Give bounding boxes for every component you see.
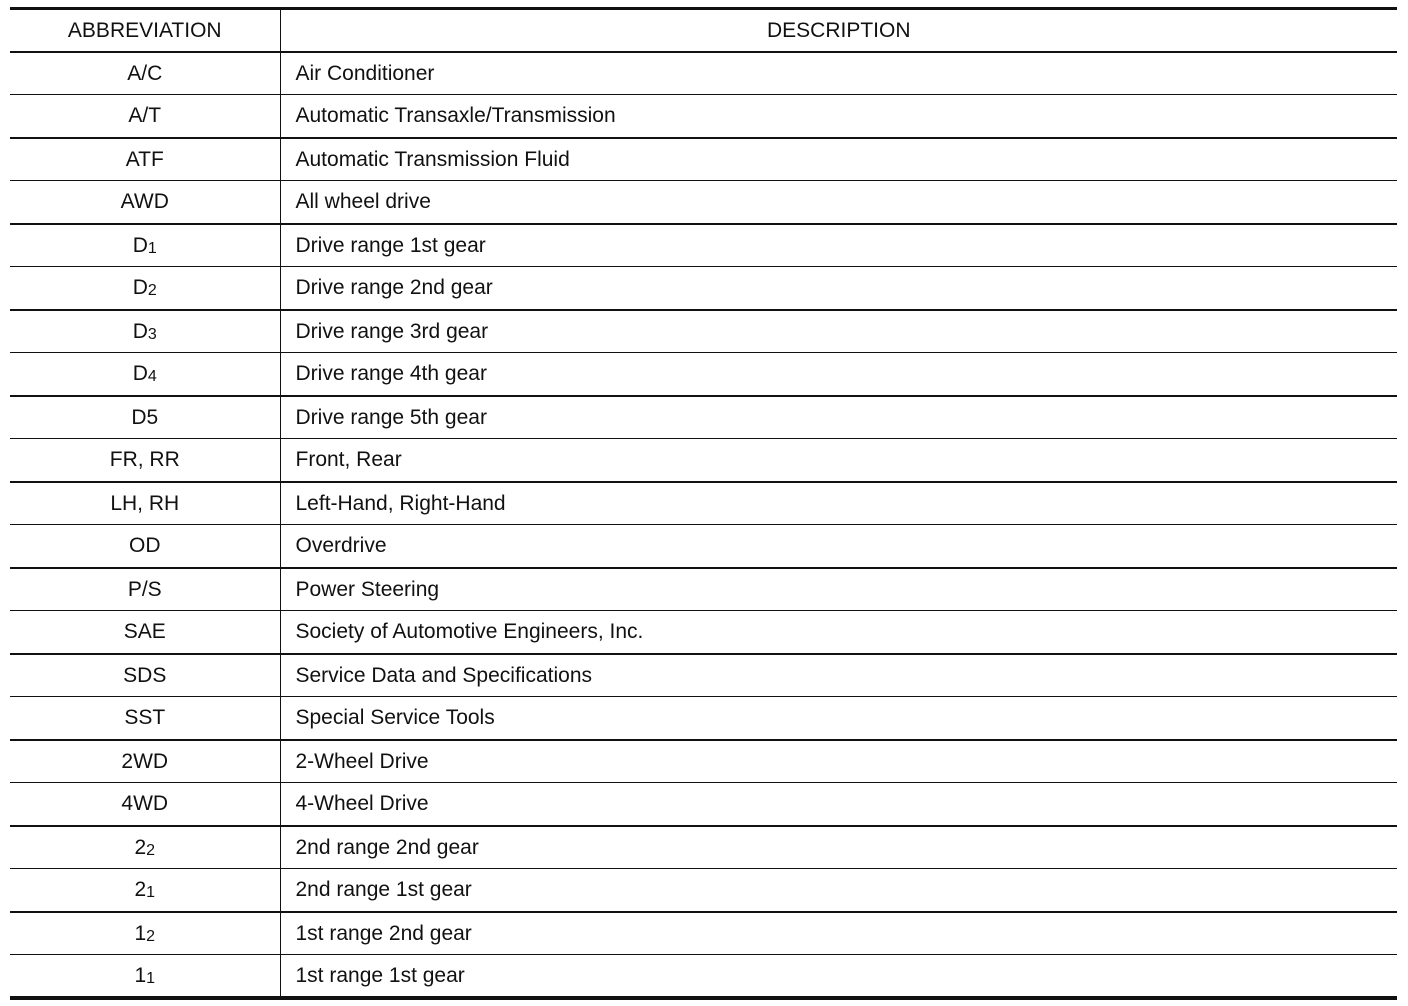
description-cell	[280, 439, 1397, 482]
abbreviation-cell	[10, 310, 280, 353]
abbreviation-cell	[10, 955, 280, 998]
abbreviation-text: 1	[134, 921, 147, 945]
table-row	[10, 740, 1397, 783]
table-row	[10, 52, 1397, 95]
abbreviation-cell	[10, 783, 280, 826]
abbreviation-text: 2	[134, 878, 147, 902]
abbreviation-subscript: 2	[146, 841, 156, 859]
description-text: Drive range 2nd gear	[295, 276, 493, 300]
description-text: Drive range 5th gear	[295, 405, 487, 429]
description-text: 2-Wheel Drive	[295, 749, 429, 773]
description-cell	[280, 310, 1397, 353]
table-row	[10, 568, 1397, 611]
abbreviation-subscript: 4	[147, 368, 157, 386]
description-text: Air Conditioner	[295, 61, 435, 85]
abbreviation-text: D	[132, 233, 148, 257]
description-cell	[280, 267, 1397, 310]
abbreviation-cell	[10, 267, 280, 310]
abbreviation-subscript: 2	[147, 282, 157, 300]
description-text: Power Steering	[295, 577, 440, 601]
abbreviation-table	[10, 7, 1397, 1000]
abbreviation-text: AWD	[120, 190, 169, 214]
description-cell	[280, 697, 1397, 740]
description-cell	[280, 95, 1397, 138]
abbreviation-cell	[10, 525, 280, 568]
abbreviation-cell	[10, 138, 280, 181]
header-abbreviation: ABBREVIATION	[10, 9, 280, 52]
table-row	[10, 912, 1397, 955]
abbreviation-subscript: 1	[147, 239, 157, 257]
table-row	[10, 439, 1397, 482]
description-cell	[280, 783, 1397, 826]
abbreviation-text: A/T	[128, 104, 162, 128]
description-cell	[280, 955, 1397, 998]
abbreviation-text: 4WD	[121, 792, 169, 816]
abbreviation-text: D5	[131, 405, 159, 429]
description-cell	[280, 181, 1397, 224]
header-row	[10, 9, 1397, 52]
abbreviation-text: D	[132, 319, 148, 343]
abbreviation-cell	[10, 353, 280, 396]
abbreviation-cell	[10, 52, 280, 95]
description-text: Automatic Transaxle/Transmission	[295, 104, 616, 128]
description-text: 1st range 1st gear	[295, 963, 465, 987]
abbreviation-cell	[10, 869, 280, 912]
abbreviation-cell	[10, 439, 280, 482]
description-text: Front, Rear	[295, 448, 402, 472]
abbreviation-cell	[10, 181, 280, 224]
abbreviation-text: OD	[129, 534, 161, 558]
table-row	[10, 181, 1397, 224]
abbreviation-subscript: 1	[146, 969, 156, 987]
description-cell	[280, 740, 1397, 783]
table-row	[10, 826, 1397, 869]
description-cell	[280, 396, 1397, 439]
abbreviation-cell	[10, 697, 280, 740]
table-row	[10, 654, 1397, 697]
table-row	[10, 396, 1397, 439]
abbreviation-cell	[10, 396, 280, 439]
abbreviation-text: P/S	[127, 577, 162, 601]
table-row	[10, 482, 1397, 525]
abbreviation-cell	[10, 740, 280, 783]
abbreviation-subscript: 2	[146, 927, 156, 945]
table-row	[10, 95, 1397, 138]
description-text: Drive range 1st gear	[295, 233, 486, 257]
table-row	[10, 697, 1397, 740]
table-header	[10, 9, 1397, 52]
abbreviation-text: D	[132, 276, 148, 300]
description-cell	[280, 826, 1397, 869]
abbreviation-subscript: 3	[147, 325, 157, 343]
table-row	[10, 353, 1397, 396]
abbreviation-text: A/C	[127, 61, 163, 85]
abbreviation-text: ATF	[125, 147, 164, 171]
abbreviation-text: D	[132, 362, 148, 386]
abbreviation-text: 2WD	[121, 749, 169, 773]
table-row	[10, 611, 1397, 654]
abbreviation-cell	[10, 224, 280, 267]
abbreviation-cell	[10, 568, 280, 611]
description-cell	[280, 654, 1397, 697]
table-row	[10, 310, 1397, 353]
description-cell	[280, 482, 1397, 525]
table-row	[10, 267, 1397, 310]
table-row	[10, 138, 1397, 181]
description-cell	[280, 525, 1397, 568]
abbreviation-cell	[10, 611, 280, 654]
table-row	[10, 525, 1397, 568]
description-text: Overdrive	[295, 534, 387, 558]
description-text: Special Service Tools	[295, 706, 495, 730]
description-cell	[280, 52, 1397, 95]
table-row	[10, 783, 1397, 826]
description-text: 2nd range 1st gear	[295, 878, 472, 902]
description-cell	[280, 224, 1397, 267]
description-text: Left-Hand, Right-Hand	[295, 491, 506, 515]
abbreviation-subscript: 1	[146, 884, 156, 902]
description-cell	[280, 912, 1397, 955]
description-cell	[280, 353, 1397, 396]
header-description: DESCRIPTION	[280, 9, 1397, 52]
description-text: Automatic Transmission Fluid	[295, 147, 570, 171]
table-row	[10, 955, 1397, 998]
abbreviation-table-container	[10, 7, 1397, 1000]
abbreviation-text: SDS	[123, 663, 167, 687]
description-text: 2nd range 2nd gear	[295, 835, 479, 859]
abbreviation-text: FR, RR	[109, 448, 180, 472]
abbreviation-text: SST	[124, 706, 166, 730]
abbreviation-cell	[10, 95, 280, 138]
abbreviation-cell	[10, 826, 280, 869]
description-text: All wheel drive	[295, 190, 431, 214]
abbreviation-cell	[10, 912, 280, 955]
description-text: Society of Automotive Engineers, Inc.	[295, 620, 644, 644]
description-cell	[280, 568, 1397, 611]
description-text: Service Data and Specifications	[295, 663, 592, 687]
abbreviation-text: LH, RH	[110, 491, 180, 515]
description-text: Drive range 3rd gear	[295, 319, 489, 343]
table-row	[10, 224, 1397, 267]
description-text: 4-Wheel Drive	[295, 792, 429, 816]
abbreviation-text: SAE	[123, 620, 166, 644]
description-cell	[280, 611, 1397, 654]
table-body	[10, 52, 1397, 998]
abbreviation-cell	[10, 654, 280, 697]
abbreviation-cell	[10, 482, 280, 525]
description-text: 1st range 2nd gear	[295, 921, 472, 945]
abbreviation-text: 2	[134, 835, 147, 859]
description-cell	[280, 869, 1397, 912]
description-cell	[280, 138, 1397, 181]
table-row	[10, 869, 1397, 912]
abbreviation-text: 1	[134, 963, 147, 987]
description-text: Drive range 4th gear	[295, 362, 487, 386]
